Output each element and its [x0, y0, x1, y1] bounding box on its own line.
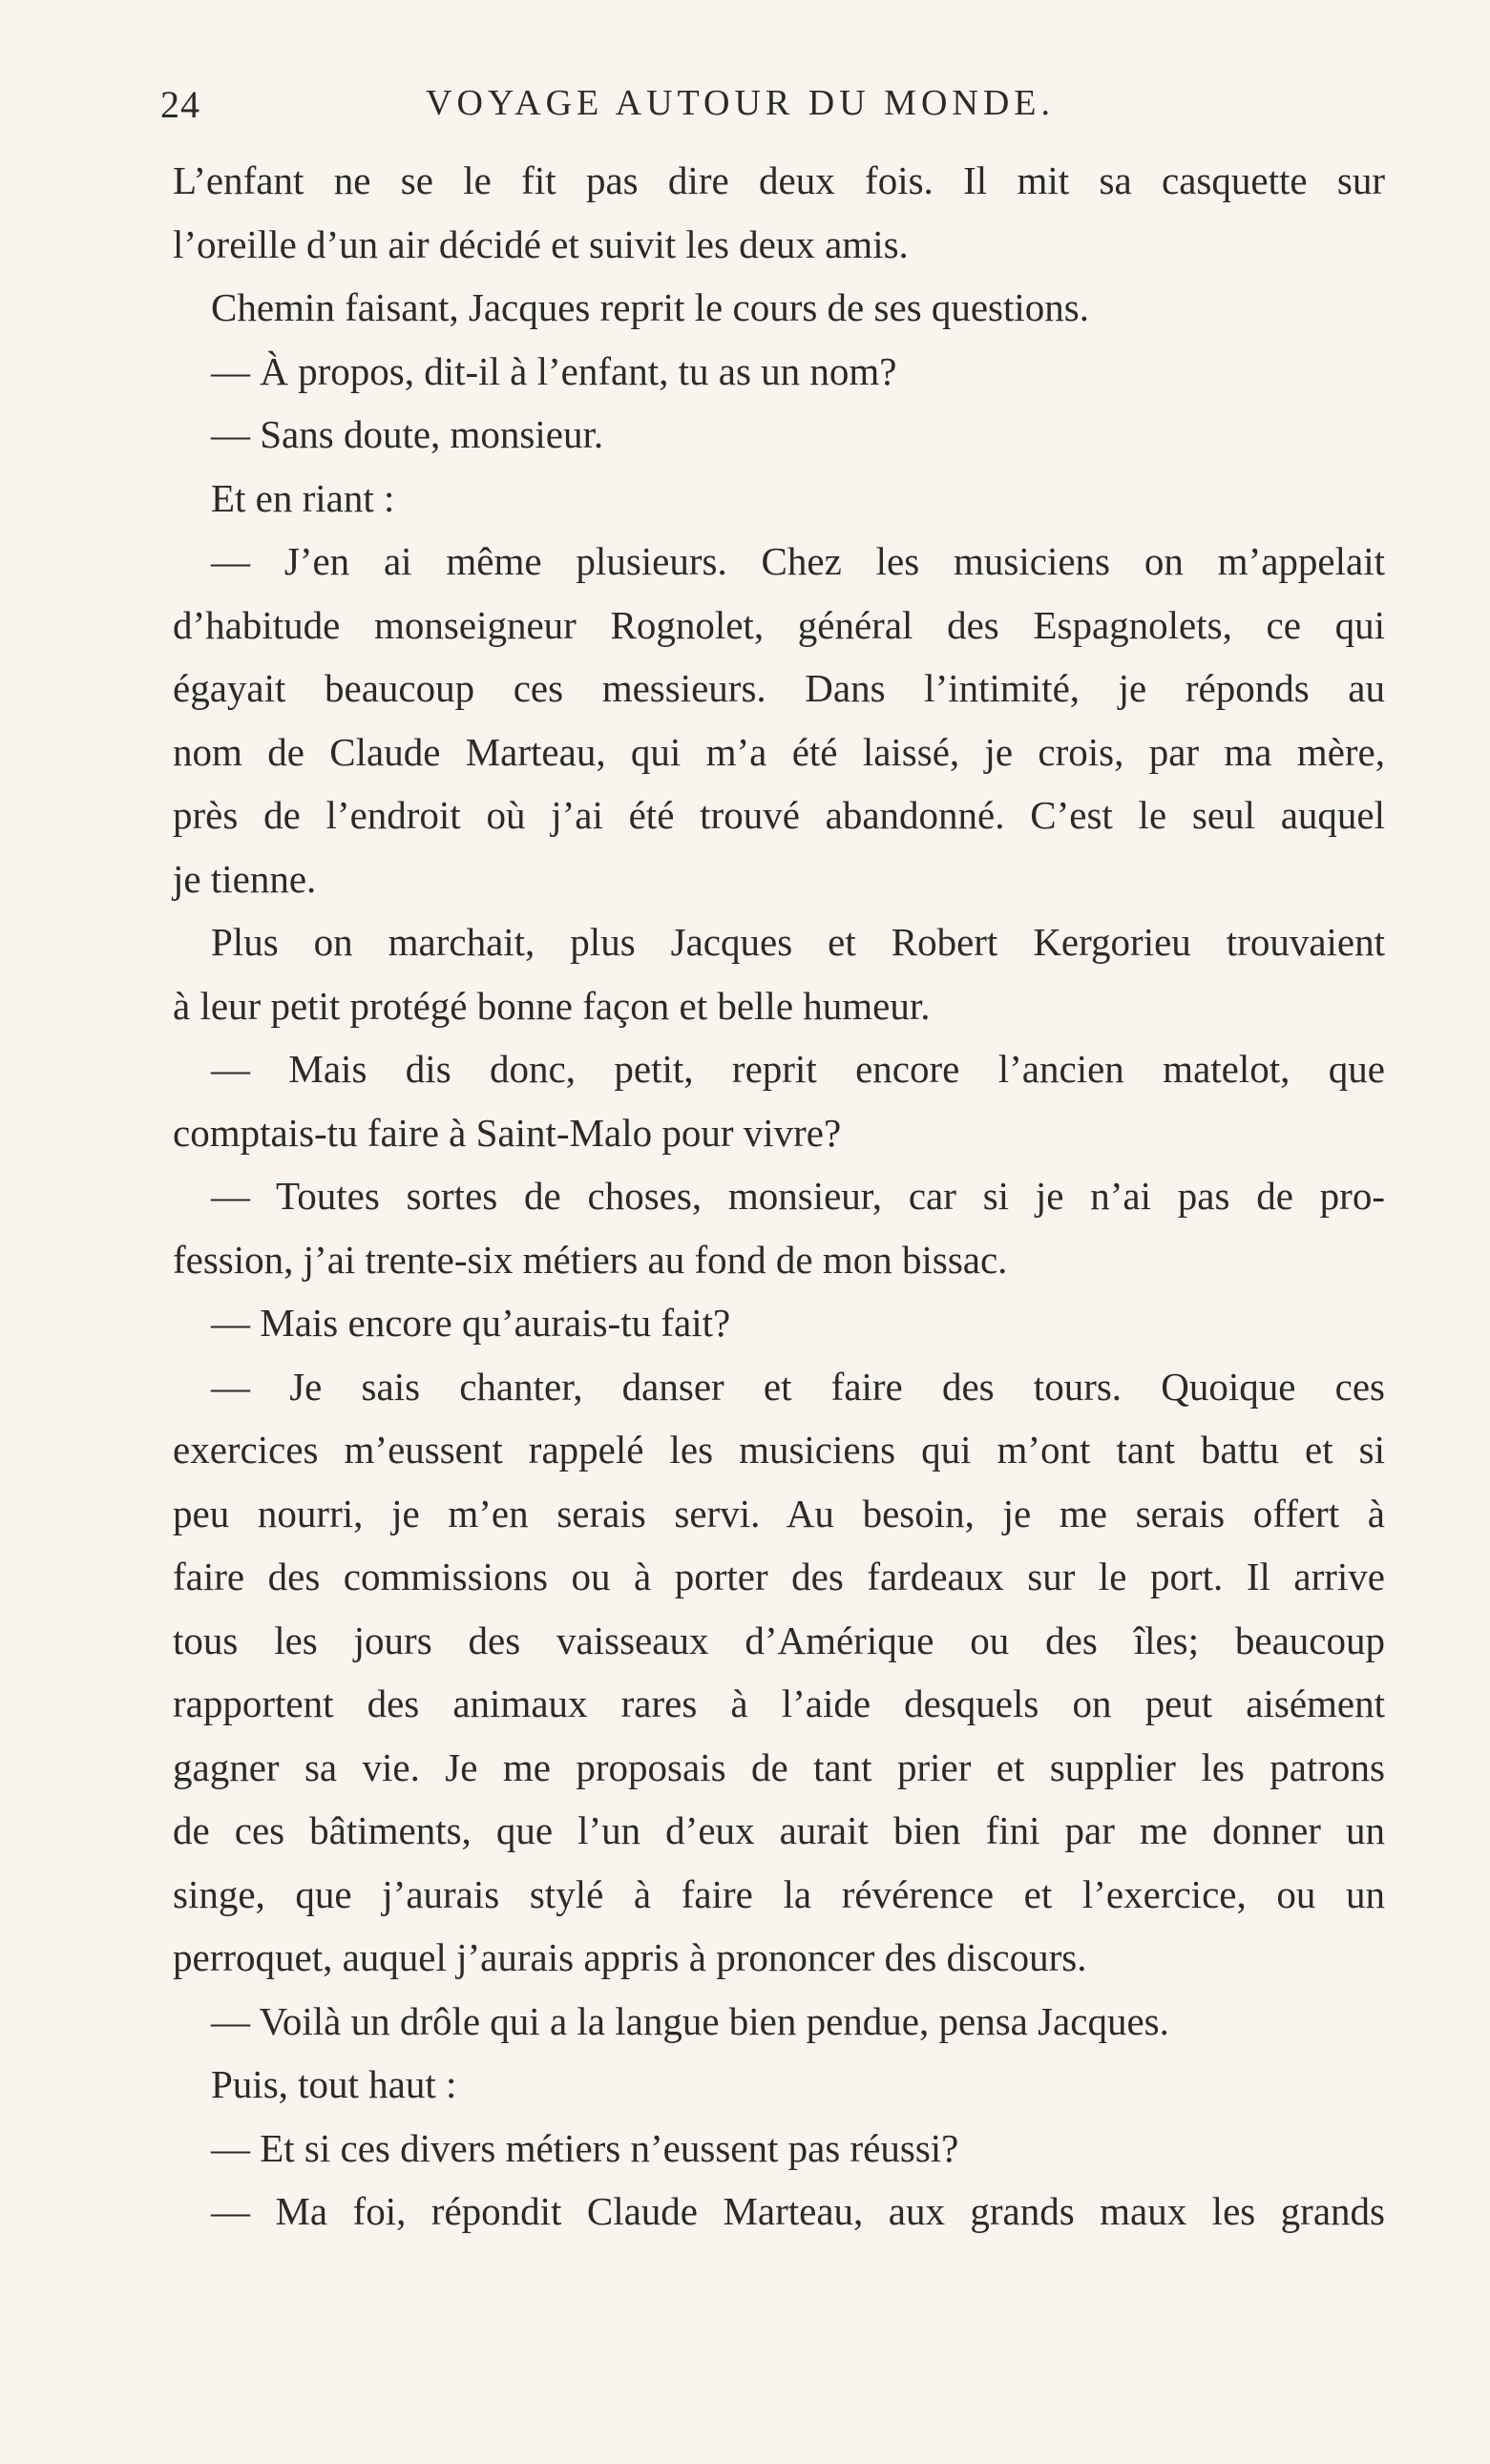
text-line: rapportent des animaux rares à l’aide desquels on peut aisément: [173, 1681, 1385, 1725]
page-number: 24: [160, 83, 200, 126]
text-line: tous les jours des vaisseaux d’Amérique ou des îles; beaucoup: [173, 1618, 1385, 1662]
text-line: — J’en ai même plusieurs. Chez les musiciens on m’appelait: [211, 539, 1385, 583]
text-line: je tienne.: [173, 856, 317, 901]
running-head: [160, 82, 1320, 139]
text-line: singe, que j’aurais stylé à faire la révérence et l’exercice, ou un: [173, 1871, 1385, 1916]
text-line: d’habitude monseigneur Rognolet, général des Espagnolets, ce qui: [173, 602, 1385, 647]
text-line: — Sans doute, monsieur.: [211, 412, 604, 456]
text-line: — À propos, dit-il à l’enfant, tu as un nom?: [211, 348, 897, 393]
text-line: peu nourri, je m’en serais servi. Au besoin, je me serais offert à: [173, 1491, 1385, 1535]
text-line: à leur petit protégé bonne façon et belle humeur.: [173, 983, 931, 1028]
text-line: — Mais dis donc, petit, reprit encore l’ancien matelot, que: [211, 1047, 1385, 1091]
body-text: [173, 149, 1385, 2244]
text-line: L’enfant ne se le fit pas dire deux fois. Il mit sa casquette sur: [173, 158, 1385, 202]
running-title: VOYAGE AUTOUR DU MONDE.: [426, 83, 1055, 123]
text-line: — Ma foi, répondit Claude Marteau, aux grands maux les grands: [211, 2189, 1385, 2233]
text-line: perroquet, auquel j’aurais appris à prononcer des discours.: [173, 1935, 1087, 1979]
text-line: de ces bâtiments, que l’un d’eux aurait bien fini par me donner un: [173, 1808, 1385, 1852]
text-line: — Toutes sortes de choses, monsieur, car si je n’ai pas de pro-: [211, 1174, 1385, 1218]
text-line: près de l’endroit où j’ai été trouvé abandonné. C’est le seul auquel: [173, 793, 1385, 837]
text-line: faire des commissions ou à porter des fardeaux sur le port. Il arrive: [173, 1555, 1385, 1598]
text-line: l’oreille d’un air décidé et suivit les deux amis.: [173, 221, 909, 266]
text-line: Puis, tout haut :: [211, 2062, 457, 2106]
text-line: nom de Claude Marteau, qui m’a été laissé, je crois, par ma mère,: [173, 729, 1385, 774]
text-line: comptais-tu faire à Saint-Malo pour vivre?: [173, 1110, 842, 1155]
text-line: gagner sa vie. Je me proposais de tant prier et supplier les patrons: [173, 1744, 1385, 1789]
text-line: Plus on marchait, plus Jacques et Robert Kergorieu trouvaient: [211, 920, 1385, 964]
text-line: Chemin faisant, Jacques reprit le cours de ses questions.: [211, 285, 1089, 329]
text-line: Et en riant :: [211, 475, 395, 520]
text-line: — Je sais chanter, danser et faire des tours. Quoique ces: [211, 1364, 1385, 1409]
text-line: — Voilà un drôle qui a la langue bien pendue, pensa Jacques.: [211, 1998, 1169, 2043]
text-line: fession, j’ai trente-six métiers au fond de mon bissac.: [173, 1237, 1008, 1282]
text-line: égayait beaucoup ces messieurs. Dans l’intimité, je réponds au: [173, 666, 1385, 710]
text-line: exercices m’eussent rappelé les musiciens qui m’ont tant battu et si: [173, 1428, 1385, 1472]
text-line: — Mais encore qu’aurais-tu fait?: [211, 1301, 731, 1345]
text-line: — Et si ces divers métiers n’eussent pas réussi?: [211, 2125, 959, 2170]
